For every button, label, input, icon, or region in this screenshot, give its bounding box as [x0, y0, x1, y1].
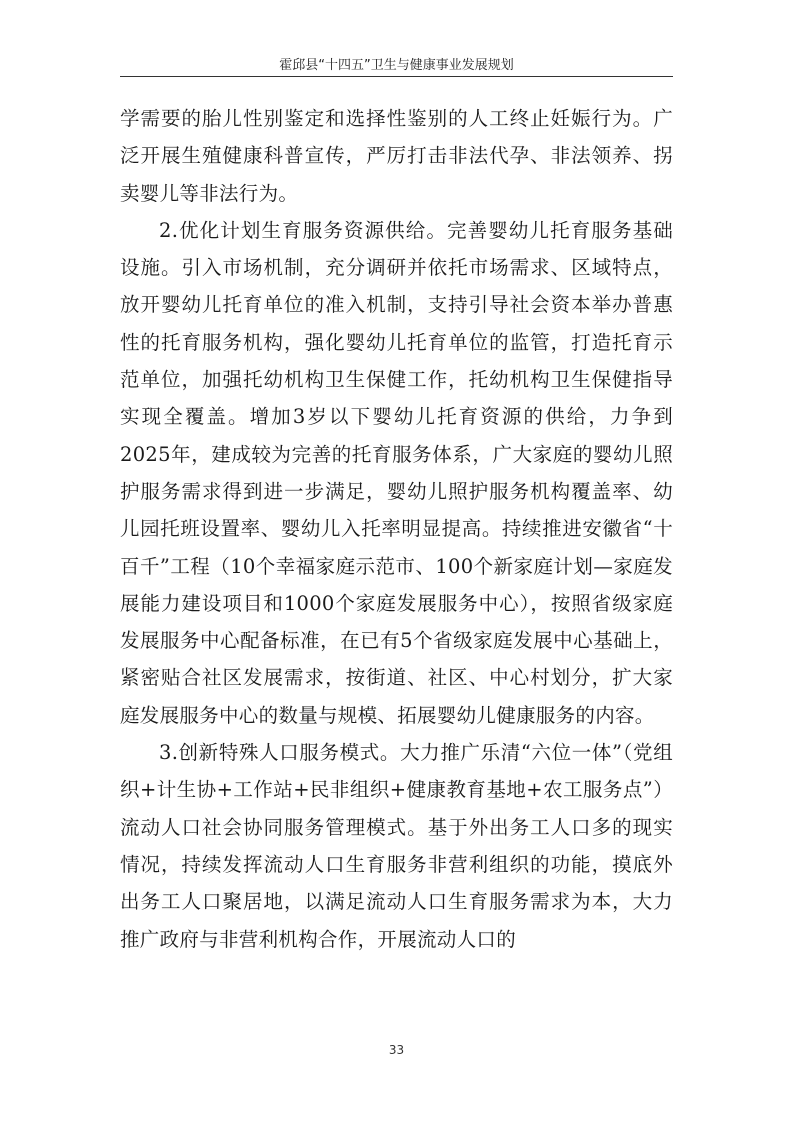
- paragraph-family-planning-resources: 2.优化计划生育服务资源供给。完善婴幼儿托育服务基础设施。引入市场机制，充分调研并依托市场需求、区域特点，放开婴幼儿托育单位的准入机制，支持引导社会资本举办普惠性的托育服务机构，强化婴幼儿托育单位的监管，打造托育示范单位，加强托幼机构卫生保健工作，托幼机构卫生保健指导实现全覆盖。增加3岁以下婴幼儿托育资源的供给，力争到2025年，建成较为完善的托育服务体系，广大家庭的婴幼儿照护服务需求得到进一步满足，婴幼儿照护服务机构覆盖率、幼儿园托班设置率、婴幼儿入托率明显提高。持续推进安徽省“十百千”工程（10个幸福家庭示范市、100个新家庭计划—家庭发展能力建设项目和1000个家庭发展服务中心），按照省级家庭发展服务中心配备标准，在已有5个省级家庭发展中心基础上，紧密贴合社区发展需求，按街道、社区、中心村划分，扩大家庭发展服务中心的数量与规模、拓展婴幼儿健康服务的内容。: [120, 218, 673, 727]
- paragraph-special-population-services: 3.创新特殊人口服务模式。大力推广乐清“六位一体”（党组织+计生协+工作站+民非组织+健康教育基地+农工服务点”）流动人口社会协同服务管理模式。基于外出务工人口多的现实情况，持续发挥流动人口生育服务非营利组织的功能，摸底外出务工人口聚居地，以满足流动人口生育服务需求为本，大力推广政府与非营利机构合作，开展流动人口的: [120, 741, 673, 951]
- paragraph-continuation: 学需要的胎儿性别鉴定和选择性鉴别的人工终止妊娠行为。广泛开展生殖健康科普宣传，严厉打击非法代孕、非法领养、拐卖婴儿等非法行为。: [120, 107, 673, 205]
- document-body: [120, 100, 673, 958]
- page-number: 33: [388, 1043, 405, 1057]
- page-header: 霍邱县“十四五”卫生与健康事业发展规划: [279, 58, 514, 73]
- header-divider: [120, 76, 673, 77]
